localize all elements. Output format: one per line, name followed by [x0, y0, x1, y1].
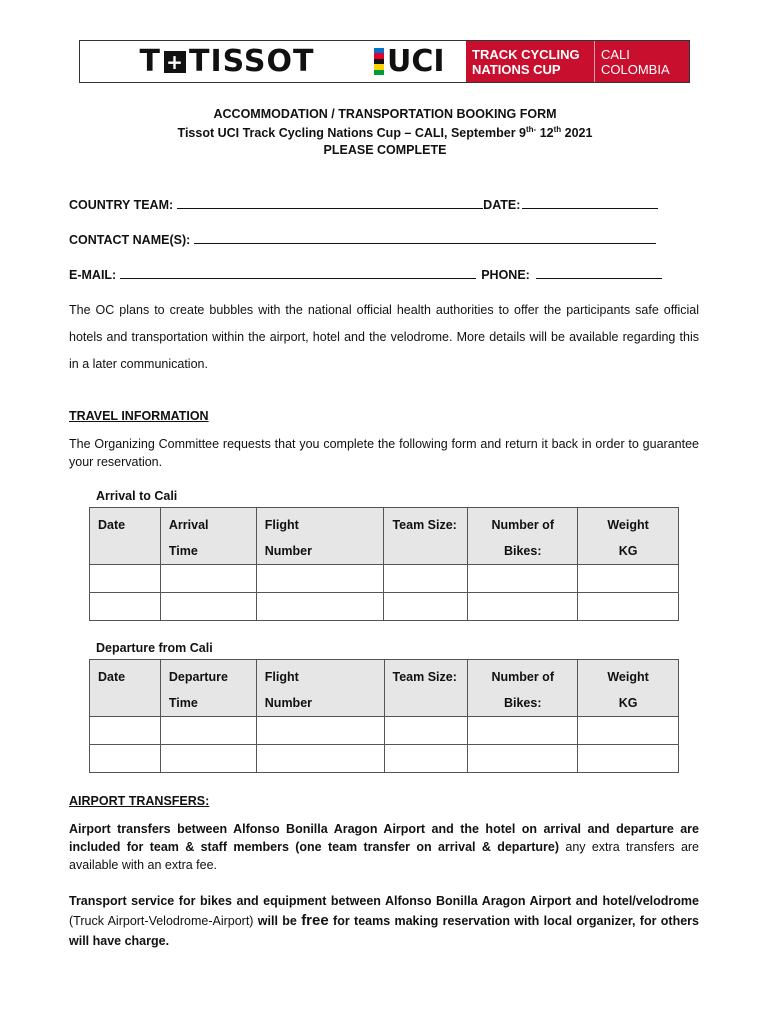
tissot-logo: [80, 41, 374, 82]
table-cell[interactable]: [90, 745, 161, 773]
table-cell[interactable]: [578, 593, 679, 621]
bike-transport-paragraph: [69, 891, 699, 951]
arrival-caption: Arrival to Cali: [96, 489, 178, 503]
airport-transfers-bold: Airport transfers between Alfonso Bonilla Aragon Airport and the hotel on arrival and departure are included for team & staff members (one team transfer on arrival & departure): [69, 822, 699, 854]
arrival-col-date: Date: [90, 508, 161, 565]
event-name-line1: TRACK CYCLING: [472, 46, 580, 62]
departure-col-date: Date: [90, 660, 161, 717]
arrival-table: [89, 507, 679, 621]
table-cell[interactable]: [160, 717, 256, 745]
subtitle-sup-1: th-: [526, 125, 537, 134]
phone-label: PHONE:: [481, 268, 530, 282]
departure-col-time: Departure Time: [160, 660, 256, 717]
table-cell[interactable]: [90, 593, 161, 621]
travel-information-heading: TRAVEL INFORMATION: [69, 409, 209, 423]
bike-transport-bold-3: for teams making reservation with local organizer, for others will have charge.: [69, 914, 699, 948]
table-cell[interactable]: [578, 717, 679, 745]
table-cell[interactable]: [468, 565, 578, 593]
intro-paragraph: The OC plans to create bubbles with the national official health authorities to offer the participants safe official hotels and transportation within the airport, hotel and the velodrome. More details will be available regarding this in a later communication.: [69, 303, 699, 371]
bike-transport-bold-1: Transport service for bikes and equipment between Alfonso Bonilla Aragon Airport and hotel/velodrome: [69, 894, 699, 908]
table-cell[interactable]: [90, 565, 161, 593]
event-city-line2: COLOMBIA: [601, 61, 670, 77]
uci-logo: [374, 41, 466, 82]
subtitle-text-b: 12: [536, 126, 554, 141]
bike-transport-bold-2: will be: [257, 914, 302, 928]
subtitle-text-c: 2021: [561, 126, 593, 141]
event-city-line1: CALI: [601, 46, 630, 62]
travel-information-text: The Organizing Committee requests that you complete the following form and return it back in order to guarantee your reservation.: [69, 437, 699, 469]
rainbow-stripes-icon: [374, 48, 384, 76]
table-cell[interactable]: [160, 745, 256, 773]
table-cell[interactable]: [160, 593, 256, 621]
airport-transfers-paragraph: [69, 820, 699, 874]
arrival-col-flight: Flight Number: [256, 508, 384, 565]
departure-caption: Departure from Cali: [96, 641, 213, 655]
event-subtitle: [0, 125, 770, 140]
email-phone-row: [69, 267, 662, 282]
table-row: [90, 745, 679, 773]
departure-col-team-size: Team Size:: [384, 660, 468, 717]
table-cell[interactable]: [578, 565, 679, 593]
departure-col-weight: Weight KG: [578, 660, 679, 717]
please-complete: PLEASE COMPLETE: [323, 143, 447, 157]
table-row: [90, 593, 679, 621]
date-field[interactable]: [522, 197, 658, 209]
phone-field[interactable]: [536, 267, 662, 279]
arrival-col-weight: Weight KG: [578, 508, 679, 565]
table-cell[interactable]: [256, 565, 384, 593]
table-row: [90, 565, 679, 593]
table-cell[interactable]: [468, 593, 578, 621]
table-cell[interactable]: [90, 717, 161, 745]
swiss-cross-icon: +: [164, 51, 186, 73]
uci-logo-text: UCI: [387, 44, 445, 79]
table-cell[interactable]: [160, 565, 256, 593]
event-name-line2: NATIONS CUP: [472, 61, 561, 77]
arrival-header-row: [90, 508, 679, 565]
form-title: ACCOMMODATION / TRANSPORTATION BOOKING FORM: [213, 107, 557, 121]
table-cell[interactable]: [256, 717, 384, 745]
subtitle-sup-2: th: [553, 125, 562, 134]
subtitle-text-a: Tissot UCI Track Cycling Nations Cup – CALI, September 9: [177, 126, 526, 141]
table-row: [90, 717, 679, 745]
departure-col-flight: Flight Number: [256, 660, 384, 717]
table-cell[interactable]: [256, 745, 384, 773]
tissot-logo-word: TISSOT: [189, 44, 315, 79]
table-cell[interactable]: [256, 593, 384, 621]
contact-names-label: CONTACT NAME(S):: [69, 233, 191, 247]
arrival-col-time: Arrival Time: [160, 508, 256, 565]
table-cell[interactable]: [384, 745, 468, 773]
contact-names-row: [69, 232, 656, 247]
arrival-col-bikes: Number of Bikes:: [468, 508, 578, 565]
event-badge: [466, 41, 689, 82]
tissot-logo-t: T: [139, 44, 161, 79]
airport-transfers-heading: AIRPORT TRANSFERS:: [69, 794, 210, 808]
airport-transfers-extra: any extra transfers are available with an extra fee.: [69, 840, 700, 872]
table-cell[interactable]: [578, 745, 679, 773]
table-cell[interactable]: [468, 745, 578, 773]
country-team-label: COUNTRY TEAM:: [69, 198, 174, 212]
country-team-field[interactable]: [177, 197, 483, 209]
arrival-col-team-size: Team Size:: [384, 508, 468, 565]
email-field[interactable]: [120, 267, 476, 279]
country-team-row: [69, 197, 658, 212]
departure-col-bikes: Number of Bikes:: [468, 660, 578, 717]
date-label: DATE:: [483, 198, 521, 212]
sponsor-banner: [79, 40, 690, 83]
bike-transport-free: free: [301, 912, 329, 929]
email-label: E-MAIL:: [69, 268, 117, 282]
table-cell[interactable]: [384, 593, 468, 621]
contact-names-field[interactable]: [194, 232, 656, 244]
table-cell[interactable]: [384, 565, 468, 593]
departure-header-row: [90, 660, 679, 717]
departure-table: [89, 659, 679, 773]
table-cell[interactable]: [384, 717, 468, 745]
table-cell[interactable]: [468, 717, 578, 745]
bike-transport-truck: (Truck Airport-Velodrome-Airport): [69, 914, 258, 928]
